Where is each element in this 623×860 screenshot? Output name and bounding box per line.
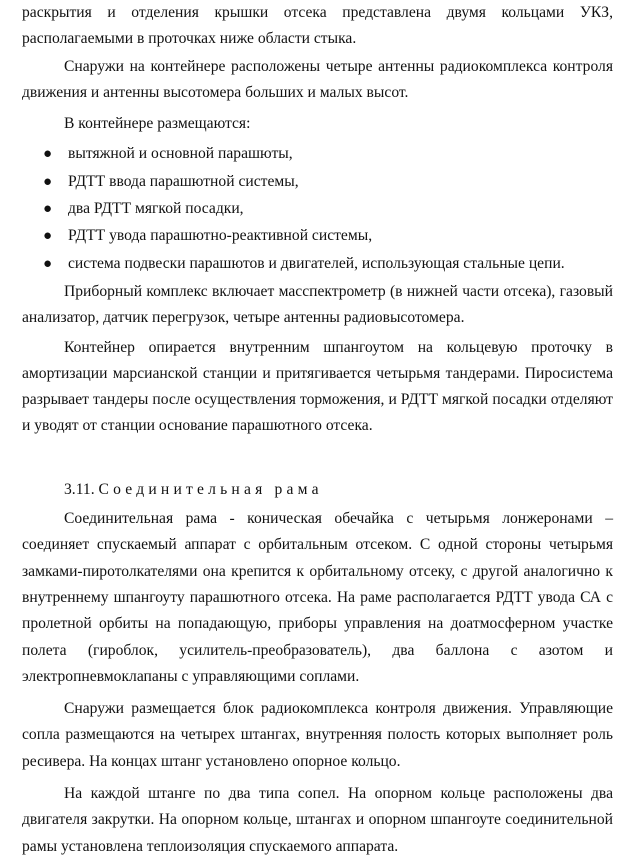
bullet-icon: ● [43,146,53,163]
list-item [22,223,613,249]
bullet-list [22,141,613,276]
list-item-text: система подвески парашютов и двигателей, использующая стальные цепи. [68,254,565,272]
list-item [22,169,613,195]
list-item-text: РДТТ ввода парашютной системы, [68,172,299,190]
section-number: 3.11. [64,480,95,498]
section-title: Соединительная рама [98,480,323,498]
paragraph-instrument-complex: Приборный комплекс включает масспектрометр (в нижней части отсека), газовый анализатор, датчик перегрузок, четыре антенны радиовысотомера. [22,282,613,327]
bullet-icon: ● [43,228,53,245]
list-item [22,196,613,222]
list-item-text: два РДТТ мягкой посадки, [68,200,244,218]
paragraph-antennas: Снаружи на контейнере расположены четыре антенны радиокомплекса контроля движения и антенны высотомера больших и малых высот. [22,57,613,101]
bullet-icon: ● [43,201,53,218]
list-item [22,141,613,167]
bullet-icon: ● [43,255,53,272]
paragraph-connecting-frame: Соединительная рама - коническая обечайка с четырьмя лонжеронами – соединяет спускаемый аппарат с орбитальным отсеком. С одной стороны четырьмя замками-пиротолкателями она крепится к орбитальному отсеку, с другой аналогично к внутреннему шпангоуту парашютного отсека. На раме располагается РДТТ увода СА с пролетной орбиты на попадающую, приборы управления на доатмосферном участке полета (гироблок, усилитель-преобразователь), два баллона с азотом и электропневмоклапаны с управляющими соплами. [22,510,613,685]
list-item [22,251,613,277]
list-item-text: РДТТ увода парашютно-реактивной системы, [68,227,373,245]
paragraph-container-support: Контейнер опирается внутренним шпангоутом на кольцевую проточку в амортизации марсианской станции и притягивается четырьмя тандерами. Пиросистема разрывает тандеры после осуществления торможения, и РДТТ мягкой посадки отделяют и уводят от станции основание парашютного отсека. [22,338,613,435]
paragraph-continuation: раскрытия и отделения крышки отсека представлена двумя кольцами УКЗ, располагаемыми в проточках ниже области стыка. [22,4,613,48]
bullet-icon: ● [43,173,53,190]
paragraph-control-nozzles: Снаружи размещается блок радиокомплекса контроля движения. Управляющие сопла размещаются на четырех штангах, внутренняя полость которых выполняет роль ресивера. На концах штанг установлено опорное кольцо. [22,700,613,770]
paragraph-nozzle-types: На каждой штанге по два типа сопел. На опорном кольце расположены два двигателя закрутки. На опорном кольце, штангах и опорном шпангоуте соединительной рамы установлена теплоизоляция спускаемого аппарата. [22,785,613,855]
list-item-text: вытяжной и основной парашюты, [68,145,293,163]
paragraph-container-lead: В контейнере размещаются: [64,115,251,133]
section-heading [22,477,613,503]
